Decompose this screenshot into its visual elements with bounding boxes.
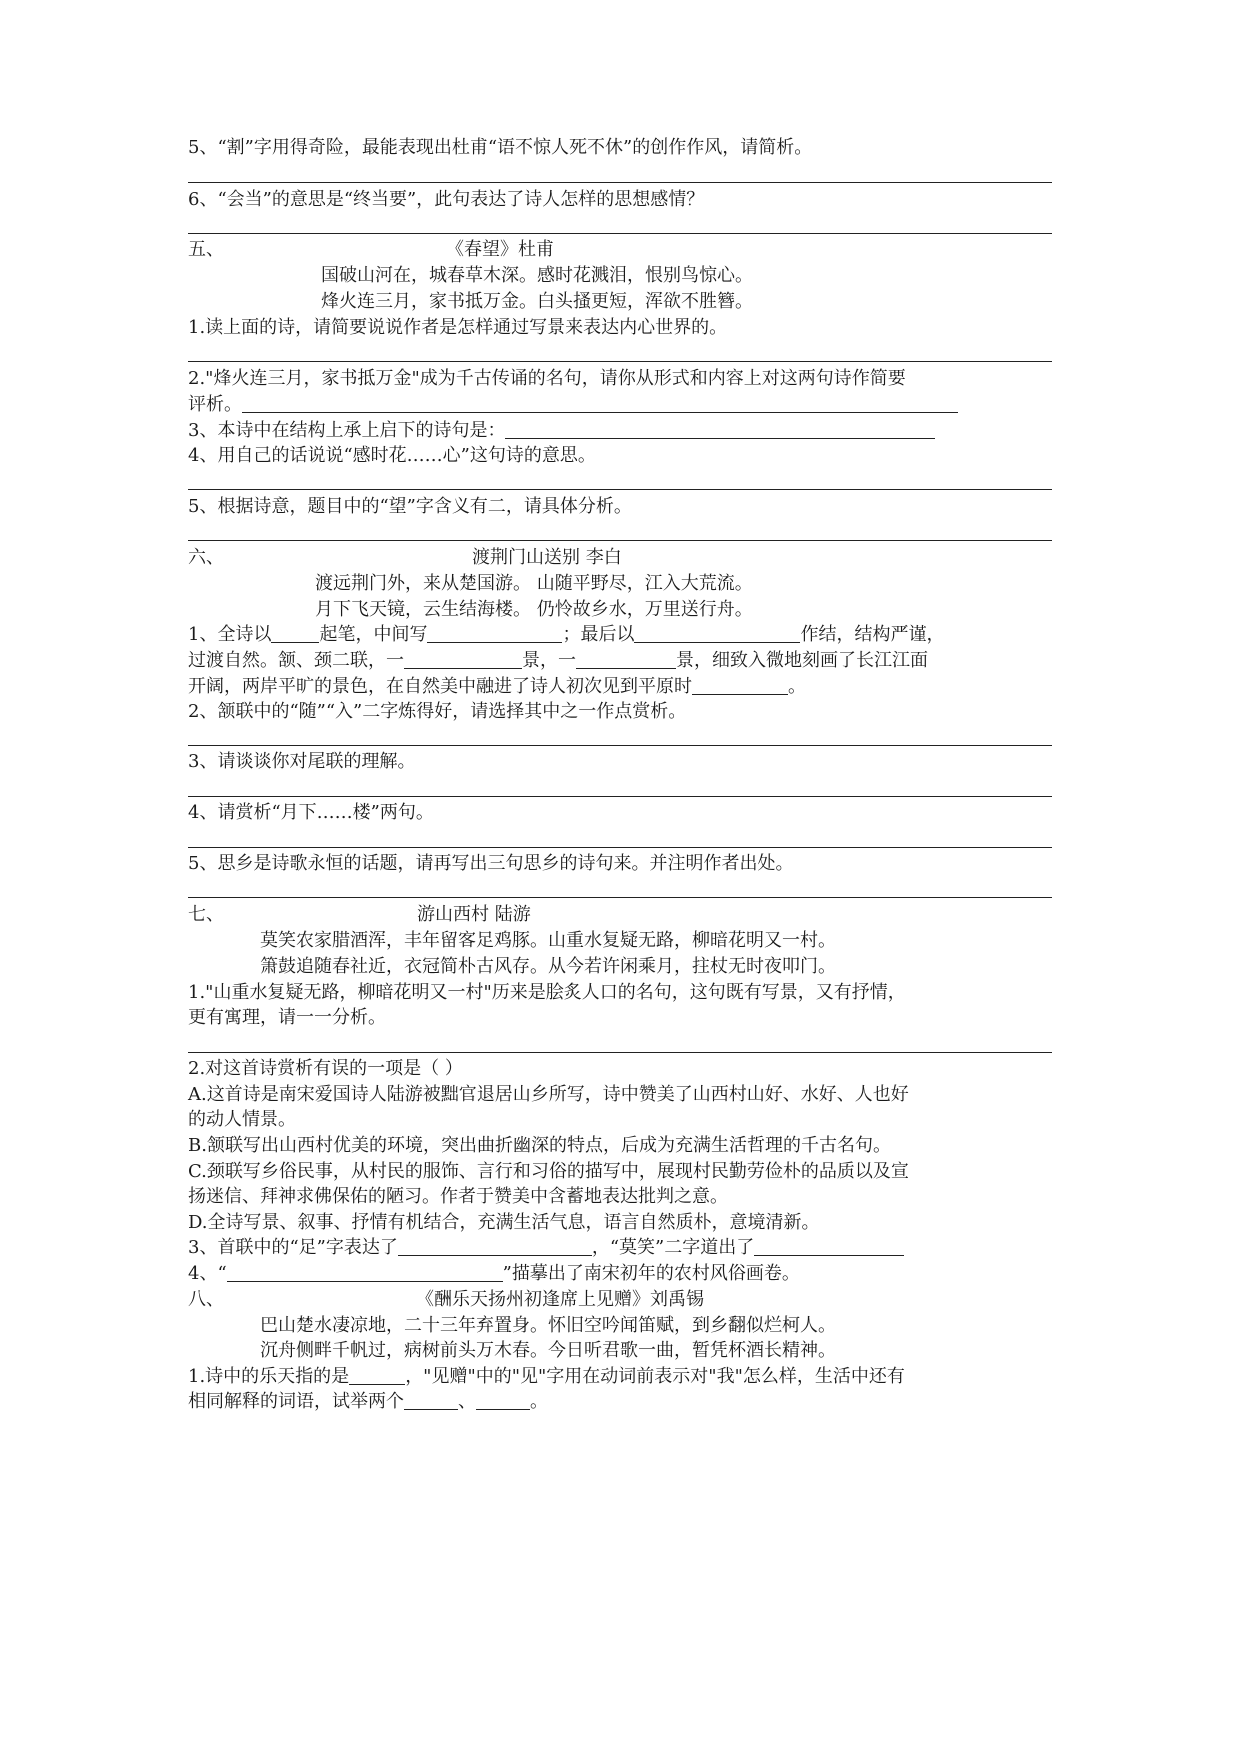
answer-blank[interactable] bbox=[404, 1391, 458, 1410]
answer-blank[interactable] bbox=[349, 1366, 405, 1385]
worksheet-page bbox=[188, 0, 1052, 1754]
question-5-2-tail: 评析。 bbox=[188, 394, 242, 415]
question-5-3 bbox=[188, 419, 935, 443]
question-6-1-line3 bbox=[188, 675, 806, 699]
answer-blank[interactable] bbox=[634, 624, 800, 643]
option-a-line1[interactable]: A.这首诗是南宋爱国诗人陆游被黜官退居山乡所写，诗中赞美了山西村山好、水好、人也好 bbox=[188, 1084, 909, 1105]
question-7-4 bbox=[188, 1262, 800, 1286]
poem-line: 月下飞天镜，云生结海楼。 仍怜故乡水，万里送行舟。 bbox=[315, 599, 753, 620]
option-c-line1[interactable]: C.颈联写乡俗民事，从村民的服饰、言行和习俗的描写中，展现村民勤劳俭朴的品质以及宣 bbox=[188, 1161, 909, 1182]
question-8-1-line1 bbox=[188, 1365, 905, 1389]
question-text: 相同解释的词语，试举两个 bbox=[188, 1391, 404, 1412]
question-text: 1、全诗以 bbox=[188, 624, 272, 645]
section-6-number: 六、 bbox=[188, 547, 224, 568]
option-a-line2[interactable]: 的动人情景。 bbox=[188, 1109, 296, 1130]
question-text: 、 bbox=[458, 1391, 476, 1412]
answer-blank[interactable] bbox=[754, 1237, 904, 1256]
poem-line: 巴山楚水凄凉地，二十三年弃置身。怀旧空吟闻笛赋，到乡翻似烂柯人。 bbox=[260, 1315, 836, 1336]
poem-line: 国破山河在，城春草木深。感时花溅泪，恨别鸟惊心。 bbox=[321, 265, 753, 286]
question-text: 过渡自然。颔、颈二联，一 bbox=[188, 650, 404, 671]
question-7-3 bbox=[188, 1236, 904, 1260]
option-b[interactable]: B.颔联写出山西村优美的环境，突出曲折幽深的特点，后成为充满生活哲理的千古名句。 bbox=[188, 1135, 891, 1156]
question-6-4: 4、请赏析“月下……楼”两句。 bbox=[188, 802, 434, 823]
question-text: ”描摹出了南宋初年的农村风俗画卷。 bbox=[502, 1263, 800, 1284]
answer-blank[interactable] bbox=[227, 1263, 503, 1282]
answer-blank[interactable] bbox=[576, 650, 676, 669]
answer-line[interactable] bbox=[188, 1052, 1052, 1053]
section-6-title: 渡荆门山送别 李白 bbox=[472, 547, 622, 568]
question-8-1-line2 bbox=[188, 1390, 548, 1414]
question-7-1-line2: 更有寓理，请一一分析。 bbox=[188, 1007, 386, 1028]
question-5-3-text: 3、本诗中在结构上承上启下的诗句是： bbox=[188, 420, 506, 441]
answer-blank[interactable] bbox=[404, 650, 522, 669]
answer-line[interactable] bbox=[188, 745, 1052, 746]
question-text: 景，一 bbox=[522, 650, 576, 671]
answer-line[interactable] bbox=[188, 897, 1052, 898]
question-text: 3、首联中的“足”字表达了 bbox=[188, 1237, 398, 1258]
question-text: 景，细致入微地刻画了长江江面 bbox=[676, 650, 928, 671]
question-text: 。 bbox=[788, 676, 806, 697]
question-text: ，“莫笑”二字道出了 bbox=[591, 1237, 755, 1258]
answer-line[interactable] bbox=[188, 540, 1052, 541]
question-6-1-line1 bbox=[188, 623, 944, 647]
answer-blank[interactable] bbox=[271, 624, 319, 643]
question-5-1: 1.读上面的诗，请简要说说作者是怎样通过写景来表达内心世界的。 bbox=[188, 317, 728, 338]
question-text: 起笔，中间写 bbox=[319, 624, 428, 645]
question-text: 开阔，两岸平旷的景色，在自然美中融进了诗人初次见到平原时 bbox=[188, 676, 692, 697]
question-4-6: 6、“会当”的意思是“终当要”，此句表达了诗人怎样的思想感情？ bbox=[188, 189, 705, 210]
question-text: ；最后以 bbox=[562, 624, 635, 645]
question-6-1-line2 bbox=[188, 649, 928, 673]
answer-line[interactable] bbox=[188, 182, 1052, 183]
answer-blank[interactable] bbox=[476, 1391, 530, 1410]
answer-blank[interactable] bbox=[242, 394, 958, 413]
question-6-3: 3、请谈谈你对尾联的理解。 bbox=[188, 751, 416, 772]
question-6-5: 5、思乡是诗歌永恒的话题，请再写出三句思乡的诗句来。并注明作者出处。 bbox=[188, 853, 794, 874]
poem-line: 箫鼓追随春社近，衣冠简朴古风存。从今若许闲乘月，拄杖无时夜叩门。 bbox=[260, 956, 836, 977]
question-4-5: 5、“割”字用得奇险，最能表现出杜甫“语不惊人死不休”的创作作风，请简析。 bbox=[188, 137, 813, 158]
poem-line: 沉舟侧畔千帆过，病树前头万木春。今日听君歌一曲，暂凭杯酒长精神。 bbox=[260, 1340, 836, 1361]
poem-line: 渡远荆门外，来从楚国游。 山随平野尽，江入大荒流。 bbox=[315, 573, 753, 594]
section-5-number: 五、 bbox=[188, 239, 224, 260]
question-7-2: 2.对这首诗赏析有误的一项是（ ） bbox=[188, 1058, 463, 1079]
option-c-line2[interactable]: 扬迷信、拜神求佛保佑的陋习。作者于赞美中含蓄地表达批判之意。 bbox=[188, 1186, 728, 1207]
answer-line[interactable] bbox=[188, 489, 1052, 490]
question-5-2-line2 bbox=[188, 393, 958, 417]
question-6-2: 2、颔联中的“随”“入”二字炼得好，请选择其中之一作点赏析。 bbox=[188, 701, 687, 722]
answer-line[interactable] bbox=[188, 796, 1052, 797]
question-5-4: 4、用自己的话说说“感时花……心”这句诗的意思。 bbox=[188, 445, 596, 466]
answer-blank[interactable] bbox=[692, 676, 788, 695]
section-7-title: 游山西村 陆游 bbox=[417, 904, 531, 925]
answer-blank[interactable] bbox=[398, 1237, 592, 1256]
answer-blank[interactable] bbox=[505, 420, 935, 439]
question-text: 4、“ bbox=[188, 1263, 227, 1284]
section-5-title: 《春望》杜甫 bbox=[446, 239, 554, 260]
section-8-number: 八、 bbox=[188, 1289, 224, 1310]
option-d[interactable]: D.全诗写景、叙事、抒情有机结合，充满生活气息，语言自然质朴，意境清新。 bbox=[188, 1212, 820, 1233]
question-5-5: 5、根据诗意，题目中的“望”字含义有二，请具体分析。 bbox=[188, 496, 632, 517]
section-7-number: 七、 bbox=[188, 904, 224, 925]
question-text: 1.诗中的乐天指的是 bbox=[188, 1366, 350, 1387]
poem-line: 莫笑农家腊酒浑，丰年留客足鸡豚。山重水复疑无路，柳暗花明又一村。 bbox=[260, 930, 836, 951]
answer-line[interactable] bbox=[188, 233, 1052, 234]
answer-line[interactable] bbox=[188, 361, 1052, 362]
answer-line[interactable] bbox=[188, 847, 1052, 848]
question-text: 。 bbox=[530, 1391, 548, 1412]
question-text: ，"见赠"中的"见"字用在动词前表示对"我"怎么样，生活中还有 bbox=[405, 1366, 905, 1387]
question-text: 作结，结构严谨， bbox=[800, 624, 945, 645]
section-8-title: 《酬乐天扬州初逢席上见赠》刘禹锡 bbox=[416, 1289, 704, 1310]
answer-blank[interactable] bbox=[427, 624, 562, 643]
poem-line: 烽火连三月，家书抵万金。白头搔更短，浑欲不胜簪。 bbox=[321, 291, 753, 312]
question-5-2-line1: 2."烽火连三月，家书抵万金"成为千古传诵的名句，请你从形式和内容上对这两句诗作简要 bbox=[188, 368, 906, 389]
question-7-1-line1: 1."山重水复疑无路，柳暗花明又一村"历来是脍炙人口的名句，这句既有写景，又有抒情， bbox=[188, 982, 906, 1003]
